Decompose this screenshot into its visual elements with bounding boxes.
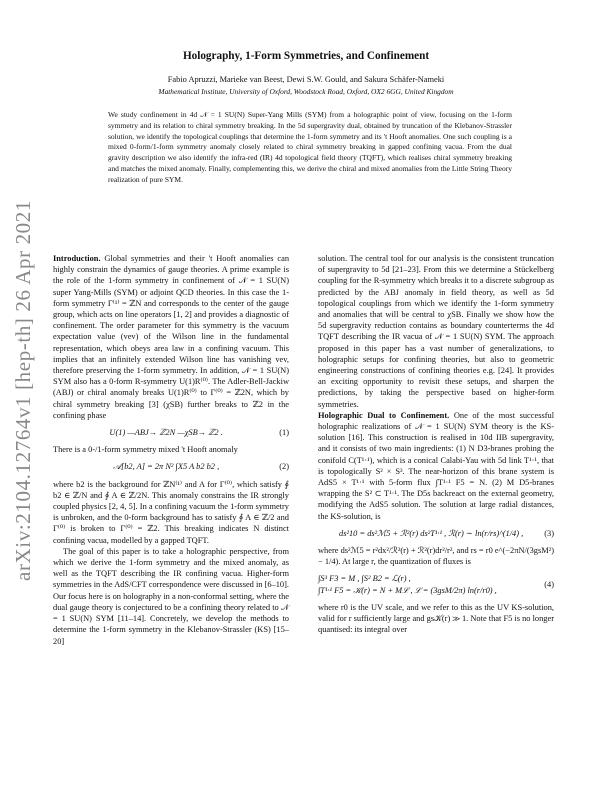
- equation-3-number: (3): [544, 528, 554, 538]
- equation-2-expression: 𝒜[b2, A] = 2π N² ∫X5 A b2 b2 ,: [113, 462, 220, 472]
- equation-4: [318, 573, 554, 595]
- equation-1-number: (1): [279, 428, 289, 438]
- intro-text-4: The goal of this paper is to take a holographic perspective, from which we derive the 1-form symmetry and the mixed anomaly, as well as the TQFT describing the IR confining vacua. Higher-form symmetries in the AdS/CFT correspondence were discussed in [6–10]. Our focus here is on holography in a non-conformal setting, where the dual gauge theory is conjectured to be a confining theory related to 𝒩 = 1 SU(N) SYM [11–14]. Concretely, we develop the methods to determine the 1-form symmetry in the Klebanov-Strassler (KS) [15–20]: [53, 546, 289, 646]
- right-text-1: solution. The central tool for our analysis is the consistent truncation of supergravity to 5d [21–23]. From this we determine a Stückelberg coupling for the R-symmetry which breaks it to a discrete subgroup as predicted by the ABJ anomaly in field theory, as well as 5d topological couplings from which we identify the 1-form symmetry and anomalies that will be central to χSB. Finally we show how the 5d supergravity reduction contains as boundary counterterms the 4d TQFT describing the IR vacua of 𝒩 = 1 SU(N) SYM. The approach proposed in this paper has a vast number of generalizations, to holographic setups for confining theories, but also to geometric engineering constructions of confining theories e.g. [24]. It provides an exciting opportunity to revisit these setups, and sharpen the predictions, by taking the perspective based on higher-form symmetries.: [318, 254, 554, 409]
- equation-3-expression: ds²10 = ds²ℳ5 + ℛ²(r) ds²T¹·¹ , ℛ(r) ∼ ln(r/rs)^(1/4) ,: [339, 528, 524, 538]
- equation-3: [318, 528, 554, 539]
- intro-text-1: Global symmetries and their 't Hooft anomalies can highly constrain the dynamics of gauge theories. A prime example is the role of the 1-form symmetry in confinement of 𝒩 = 1 SU(N) super Yang-Mills (SYM) or adjoint QCD theories. In this case the 1-form symmetry Γ⁽¹⁾ = ℤN and corresponds to the center of the gauge group, which acts on line operators [1, 2] and provides a diagnostic of confinement. The order parameter for this symmetry is the vacuum expectation value (vev) of the Wilson line in the fundamental representation, which obeys area law in a confining vacuum. This implies that an infinitely extended Wilson line has vanishing vev, therefore preserving the 1-form symmetry. In addition, 𝒩 = 1 SU(N) SYM also has a 0-form R-symmetry U(1)R⁽⁰⁾. The Adler-Bell-Jackiw (ABJ) or chiral anomaly breaks U(1)R⁽⁰⁾ to Γ⁽⁰⁾ = ℤ2N, which by chiral symmetry breaking [3] (χSB) further breaks to ℤ2 in the confining phase: [53, 254, 290, 420]
- equation-4-line-2: ∫T¹·¹ F5 = 𝒦(r) = N + Mℒ , ℒ = (3gsM/2π) ln(r/r0) ,: [318, 585, 497, 595]
- right-text-3: where ds²ℳ5 = r²dx²/ℛ²(r) + ℛ²(r)dr²/r², and rs = r0 e^(−2πN/(3gsM²) − 1/4). At large r, the quantization of fluxes is: [318, 546, 554, 567]
- arxiv-identifier-stamp: arXiv:2104.12764v1 [hep-th] 26 Apr 2021: [10, 199, 35, 581]
- intro-heading: Introduction.: [53, 254, 101, 263]
- equation-4-line-1: ∫S³ F3 = M , ∫S² B2 = ℒ(r) ,: [318, 574, 411, 584]
- holographic-paragraph: [318, 410, 554, 522]
- paper-title: Holography, 1-Form Symmetries, and Confinement: [182, 50, 430, 62]
- equation-4-expression: [318, 573, 544, 595]
- intro-text-3: where b2 is the background for ℤN⁽¹⁾ and A for Γ⁽⁰⁾, which satisfy ∮ b2 ∈ ℤ/N and ∮ A ∈ ℤ/2N. This anomaly constrains the IR strongly coupled physics [2, 4, 5]. In a confining vacuum the 1-form symmetry is unbroken, and the 0-form background has to satisfy ∮ A ∈ ℤ/2 and Γ⁽⁰⁾ is broken to Γ⁽⁰⁾ = ℤ2. This breaking indicates N distinct confining vacua, modelled by a gapped TQFT.: [53, 479, 289, 545]
- intro-paragraph-1: [53, 253, 289, 421]
- left-column: [53, 253, 289, 647]
- right-column: [318, 253, 554, 636]
- equation-2: [53, 461, 289, 472]
- equation-1-expression: U(1) —ABJ→ ℤ2N —χSB→ ℤ2 .: [109, 428, 223, 438]
- holographic-text: One of the most successful holographic realizations of 𝒩 = 1 SU(N) SYM theory is the KS-solution [16]. This construction is realised in 10d IIB supergravity, and it consists of two main ingredients: (1) N D3-branes probing the conifold C(T¹·¹), which is a conical Calabi-Yau with 5d link T¹·¹, that is topologically S² × S³. The near-horizon of this brane system is AdS5 × T¹·¹ with 5-form flux ∫T¹·¹ F5 = N. (2) M D5-branes wrapping the S² ⊂ T¹·¹. The D5s backreact on the external geometry, modifying the AdS5 solution. The solution at large radial distances, the KS-solution, is: [318, 410, 555, 521]
- holographic-heading: Holographic Dual to Confinement.: [318, 410, 450, 420]
- affiliation: Mathematical Institute, University of Oxford, Woodstock Road, Oxford, OX2 6GG, United Kingdom: [158, 87, 454, 96]
- abstract: We study confinement in 4d 𝒩 = 1 SU(N) Super-Yang Mills (SYM) from a holographic point of view, focusing on the 1-form symmetry and its relation to chiral symmetry breaking. In the 5d supergravity dual, obtained by truncation of the Klebanov-Strassler solution, we identify the topological couplings that determine the 1-form symmetry and its 't Hooft anomalies. One such coupling is a mixed 0-form/1-form symmetry anomaly closely related to chiral symmetry breaking in gapped confining vacua. From the dual gravity description we also identify the infra-red (IR) 4d topological field theory (TQFT), which realises chiral symmetry breaking and matches the mixed anomaly. Finally, complementing this, we derive the chiral and mixed anomalies from the Little String Theory realization of pure SYM.: [108, 110, 512, 184]
- equation-1: [53, 427, 289, 438]
- equation-2-number: (2): [279, 462, 289, 472]
- equation-4-number: (4): [544, 580, 554, 590]
- intro-text-2: There is a 0-/1-form symmetry mixed 't Hooft anomaly: [53, 445, 238, 455]
- right-text-4: where r0 is the UV scale, and we refer to this as the UV KS-solution, valid for r sufficiently large and gs𝒦(r) ≫ 1. Note that F5 is no longer quantised: its integral over: [318, 602, 554, 635]
- author-list: Fabio Apruzzi, Marieke van Beest, Dewi S.W. Gould, and Sakura Schäfer-Nameki: [167, 75, 445, 84]
